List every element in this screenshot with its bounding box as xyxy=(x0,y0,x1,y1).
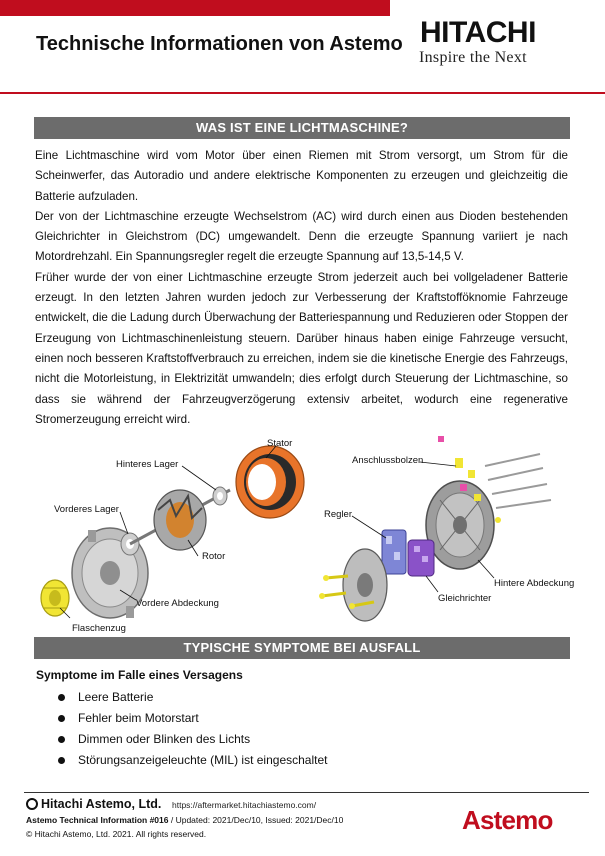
label-rear-cover: Hintere Abdeckung xyxy=(494,578,575,589)
top-accent-bar xyxy=(0,0,390,16)
hitachi-mark-icon xyxy=(26,798,38,810)
alternator-illustration xyxy=(30,430,575,635)
hitachi-tagline: Inspire the Next xyxy=(419,49,527,66)
list-item: Dimmen oder Blinken des Lichts xyxy=(56,729,327,750)
alternator-exploded-view xyxy=(30,430,575,635)
footer-divider xyxy=(24,792,589,793)
rectifier-shape xyxy=(408,540,434,576)
label-pulley: Flaschenzug xyxy=(72,623,126,634)
label-rectifier: Gleichrichter xyxy=(438,593,492,604)
header-divider xyxy=(0,92,605,94)
list-item: Leere Batterie xyxy=(56,687,327,708)
list-item: Störungsanzeigeleuchte (MIL) ist eingeschaltet xyxy=(56,750,327,771)
footer-url-link[interactable]: https://aftermarket.hitachiastemo.com/ xyxy=(172,800,317,810)
stator-shape xyxy=(236,446,304,518)
symptom-list xyxy=(56,687,327,771)
section-heading-symptoms: TYPISCHE SYMPTOME BEI AUSFALL xyxy=(34,637,570,659)
list-item: Fehler beim Motorstart xyxy=(56,708,327,729)
regulator-shape xyxy=(382,530,406,574)
bullet-icon xyxy=(58,694,65,701)
label-rear-bearing: Hinteres Lager xyxy=(116,459,179,470)
bullet-icon xyxy=(58,715,65,722)
footer-info: Astemo Technical Information #016 / Updated: 2021/Dec/10, Issued: 2021/Dec/10 xyxy=(26,815,344,825)
page-title: Technische Informationen von Astemo xyxy=(36,33,403,55)
label-rotor: Rotor xyxy=(202,551,226,562)
paragraph-2: Der von der Lichtmaschine erzeugte Wechselstrom (AC) wird durch einen aus Dioden bestehenden Gleichrichter in Gleichstrom (DC) umgewandelt. Denn die erzeugte Spannung variiert je nach Motordrehzahl. Ein Spannungsregler regelt die erzeugte Spannung auf 13,5-14,5 V. xyxy=(35,209,568,264)
label-regulator: Regler xyxy=(324,509,352,520)
label-terminal-bolt: Anschlussbolzen xyxy=(352,455,424,466)
symptoms-subheading: Symptome im Falle eines Versagens xyxy=(36,668,243,682)
label-front-bearing: Vorderes Lager xyxy=(54,504,119,515)
pulley-shape xyxy=(41,580,69,616)
bullet-icon xyxy=(58,757,65,764)
paragraph-1: Eine Lichtmaschine wird vom Motor über einen Riemen mit Strom versorgt, um Strom für die Scheinwerfer, das Autoradio und andere elektrische Komponenten zu erzeugen und gleichzeitig die Batterie aufzuladen. xyxy=(35,149,568,203)
bracket-plate-shape xyxy=(343,549,387,621)
paragraph-3: Früher wurde der von einer Lichtmaschine erzeugte Strom jederzeit auch bei vollgeladener Batterie erzeugt. In den letzten Jahren wurden jedoch zur Verbesserung der Kraftstofföknomie Fahrzeuge entwickelt, die die Ladung durch Überwachung der Batteriespannung und Reduzieren oder Stoppen der Erzeugung von Lichtmaschinenleistung steuern. Darüber hinaus haben einige Fahrzeuge versucht, einen noch besseren Kraftstoffverbrauch zu erreichen, indem sie die kinetische Energie des Fahrzeugs, nicht die Motorleistung, in Elektrizität umwandeln; dies erfolgt durch Steuerung der Lichtmaschine, so dass sie während der Fahrzeugverzögerung extensiv arbeitet, wodurch eine regenerative Stromerzeugung erreicht wird. xyxy=(35,270,568,426)
footer-copyright: © Hitachi Astemo, Ltd. 2021. All rights reserved. xyxy=(26,829,207,839)
hitachi-logo: HITACHI xyxy=(420,16,536,49)
bullet-icon xyxy=(58,736,65,743)
alternator-description xyxy=(35,146,568,430)
astemo-logo: Astemo xyxy=(462,805,553,835)
footer-brand: Hitachi Astemo, Ltd. xyxy=(26,797,161,811)
rear-cover-shape xyxy=(426,481,494,569)
label-front-cover: Vordere Abdeckung xyxy=(136,598,219,609)
section-heading-alternator: WAS IST EINE LICHTMASCHINE? xyxy=(34,117,570,139)
label-stator: Stator xyxy=(267,438,293,449)
